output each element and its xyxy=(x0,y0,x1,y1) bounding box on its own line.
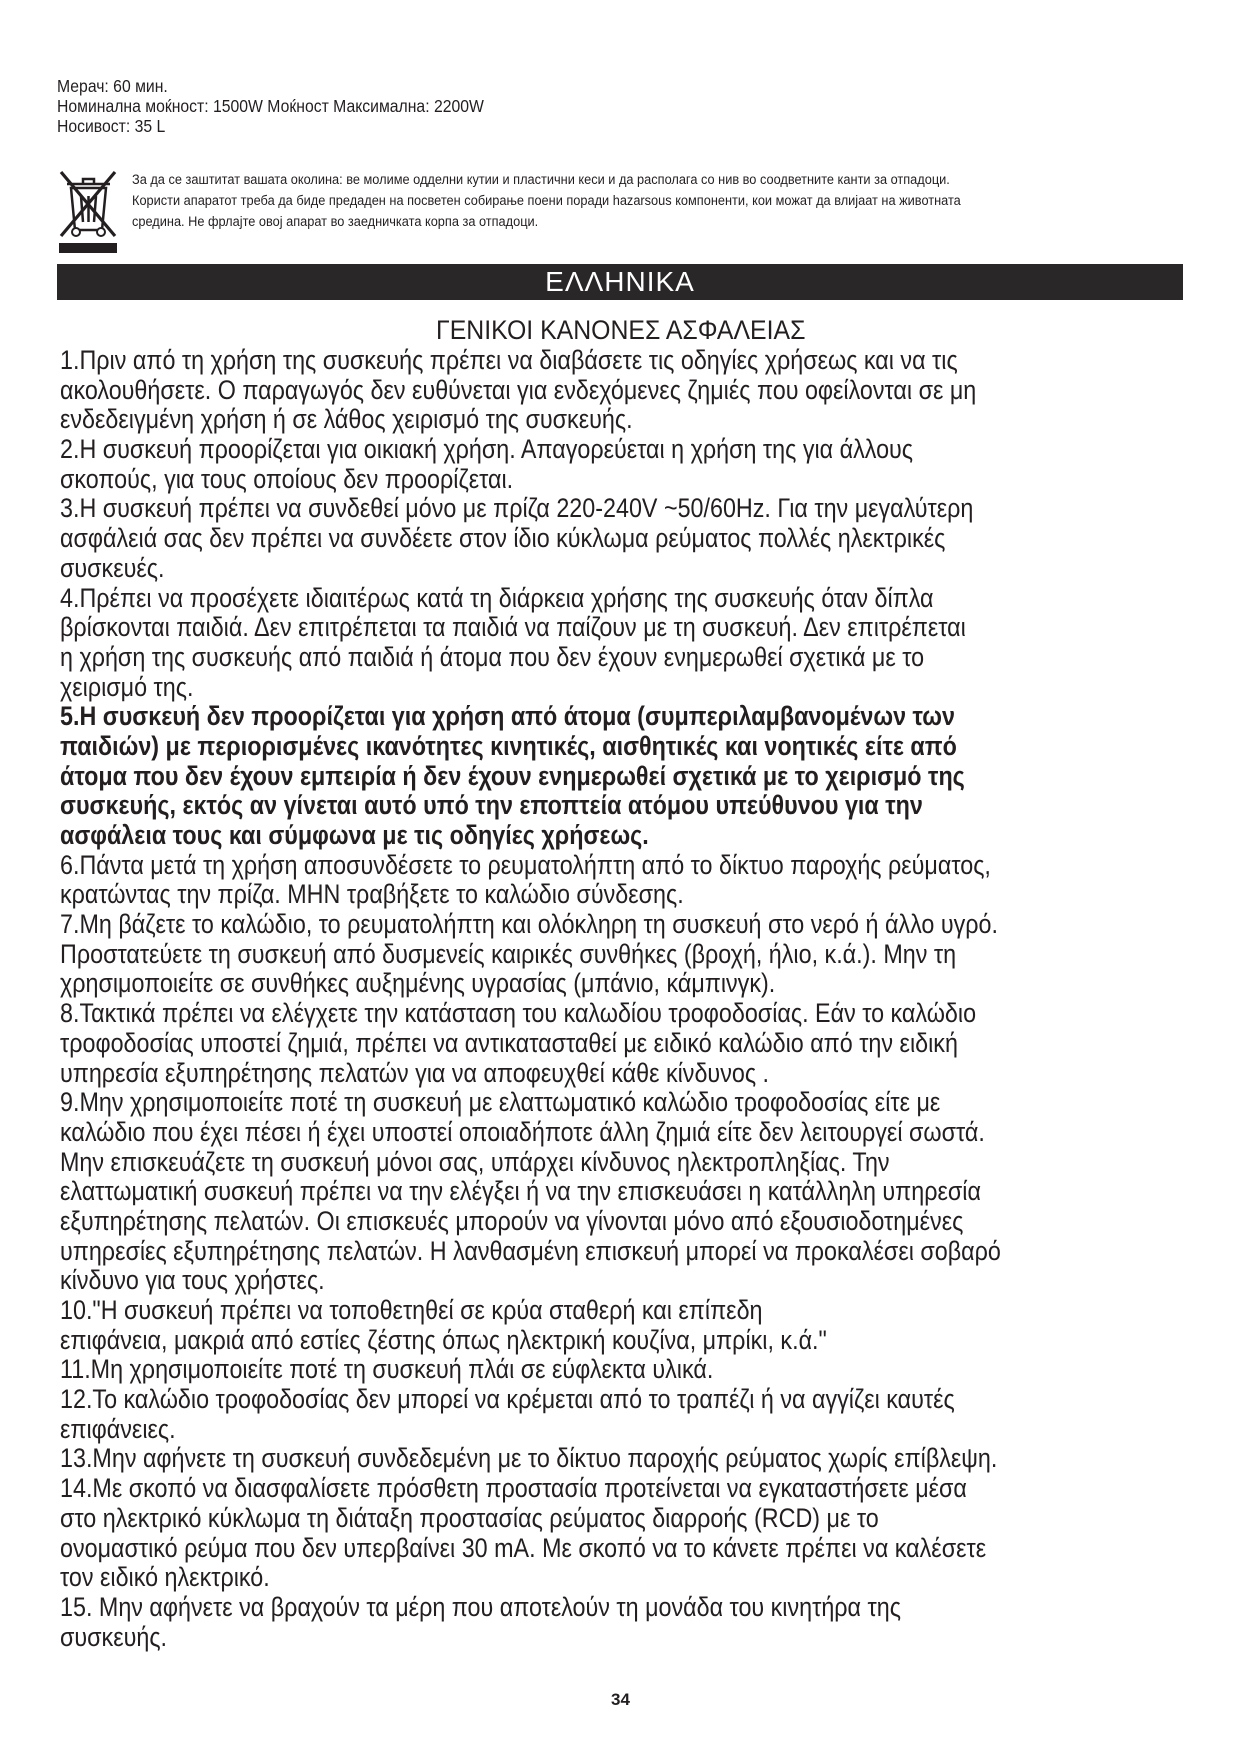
text-line: 13.Μην αφήνετε τη συσκευή συνδεδεμένη με το δίκτυο παροχής ρεύματος χωρίς επίβλεψη. xyxy=(60,1443,998,1474)
text-line: βρίσκονται παιδιά. Δεν επιτρέπεται τα παιδιά να παίζουν με τη συσκευή. Δεν επιτρέπεται xyxy=(60,612,966,643)
bold-warning-line: 5.Η συσκευή δεν προορίζεται για χρήση από άτομα (συμπεριλαμβανομένων των xyxy=(60,701,955,732)
text-line: ενδεδειγμένη χρήση ή σε λάθος χειρισμό της συσκευής. xyxy=(60,404,633,435)
text-line: 1.Πριν από τη χρήση της συσκευής πρέπει να διαβάσετε τις οδηγίες χρήσεως και να τις xyxy=(60,345,958,375)
text-line: 12.Το καλώδιο τροφοδοσίας δεν μπορεί να κρέμεται από το τραπέζι ή να αγγίζει καυτές xyxy=(60,1384,955,1415)
text-line: 15. Μην αφήνετε να βραχούν τα μέρη που αποτελούν τη μονάδα του κινητήρα της xyxy=(60,1591,901,1622)
text-line: 3.Η συσκευή πρέπει να συνδεθεί μόνο με πρίζα 220-240V ~50/60Hz. Για την μεγαλύτερη xyxy=(60,493,974,524)
text-line: χρησιμοποιείτε σε συνθήκες αυξημένης υγρασίας (μπάνιο, κάμπινγκ). xyxy=(60,968,776,999)
text-line: 8.Τακτικά πρέπει να ελέγχετε την κατάσταση του καλωδίου τροφοδοσίας. Εάν το καλώδιο xyxy=(60,998,977,1029)
text-line: 7.Μη βάζετε το καλώδιο, το ρευματολήπτη και ολόκληρη τη συσκευή στο νερό ή άλλο υγρό. xyxy=(60,909,998,940)
text-line: Μην επισκευάζετε τη συσκευή μόνοι σας, υπάρχει κίνδυνος ηλεκτροπληξίας. Την xyxy=(60,1146,890,1177)
text-line: 11.Μη χρησιμοποιείτε ποτέ τη συσκευή πλάι σε εύφλεκτα υλικά. xyxy=(60,1354,714,1385)
text-line: καλώδιο που έχει πέσει ή έχει υποστεί οποιαδήποτε άλλη ζημιά είτε δεν λειτουργεί σωστά. xyxy=(60,1116,985,1147)
specifications xyxy=(57,76,484,136)
text-line: σκοπούς, για τους οποίους δεν προορίζεται. xyxy=(60,463,514,494)
crossed-bin-icon xyxy=(57,166,120,254)
text-line: χειρισμό της. xyxy=(60,671,194,702)
text-line: υπηρεσία εξυπηρέτησης πελατών για να αποφευχθεί κάθε κίνδυνος . xyxy=(60,1057,770,1088)
weee-line: средина. Не фрлајте овој апарат во заедничката корпа за отпадоци. xyxy=(132,214,539,230)
language-heading: ΕΛΛΗΝΙΚΑ xyxy=(57,264,1183,300)
spec-timer: Мерач: 60 мин. xyxy=(57,76,168,96)
text-line: τροφοδοσίας υποστεί ζημιά, πρέπει να αντικατασταθεί με ειδικό καλώδιο από την ειδική xyxy=(60,1027,958,1058)
page-number: 34 xyxy=(611,1690,630,1709)
text-line: συσκευές. xyxy=(60,552,165,583)
text-line: 4.Πρέπει να προσέχετε ιδιαιτέρως κατά τη διάρκεια χρήσης της συσκευής όταν δίπλα xyxy=(60,582,934,613)
safety-rules-body xyxy=(60,346,1116,1652)
text-line: 9.Μην χρησιμοποιείτε ποτέ τη συσκευή με ελαττωματικό καλώδιο τροφοδοσίας είτε με xyxy=(60,1087,941,1118)
spec-capacity: Носивост: 35 L xyxy=(57,116,166,136)
weee-notice xyxy=(57,166,1187,256)
text-line: κρατώντας την πρίζα. ΜΗΝ τραβήξετε το καλώδιο σύνδεσης. xyxy=(60,879,684,910)
text-line: στο ηλεκτρικό κύκλωμα τη διάταξη προστασίας ρεύματος διαρροής (RCD) με το xyxy=(60,1502,879,1533)
section-title-text: ΓΕΝΙΚΟΙ ΚΑΝΟΝΕΣ ΑΣΦΑΛΕΙΑΣ xyxy=(435,315,806,345)
bold-warning-line: άτομα που δεν έχουν εμπειρία ή δεν έχουν ενημερωθεί σχετικά με το χειρισμό της xyxy=(60,760,965,791)
text-line: Προστατεύετε τη συσκευή από δυσμενείς καιρικές συνθήκες (βροχή, ήλιο, κ.ά.). Μην τη xyxy=(60,938,957,969)
text-line: συσκευής. xyxy=(60,1621,168,1652)
text-line: εξυπηρέτησης πελατών. Οι επισκευές μπορούν να γίνονται μόνο από εξουσιοδοτημένες xyxy=(60,1205,964,1236)
text-line: 10."Η συσκευή πρέπει να τοποθετηθεί σε κρύα σταθερή και επίπεδη xyxy=(60,1295,763,1325)
text-line: ασφάλειά σας δεν πρέπει να συνδέετε στον ίδιο κύκλωμα ρεύματος πολλές ηλεκτρικές xyxy=(60,523,946,554)
weee-text xyxy=(132,170,1122,233)
spec-power: Номинална моќност: 1500W Моќност Максимална: 2200W xyxy=(57,96,484,116)
text-line: επιφάνειες. xyxy=(60,1413,176,1444)
text-line: ονομαστικό ρεύμα που δεν υπερβαίνει 30 mA. Με σκοπό να το κάνετε πρέπει να καλέσετε xyxy=(60,1532,987,1563)
text-line: η χρήση της συσκευής από παιδιά ή άτομα που δεν έχουν ενημερωθεί σχετικά με το xyxy=(60,641,925,672)
bold-warning-line: παιδιών) με περιορισμένες ικανότητες κινητικές, αισθητικές και νοητικές είτε από xyxy=(60,730,957,761)
text-line: 14.Με σκοπό να διασφαλίσετε πρόσθετη προστασία προτείνεται να εγκαταστήσετε μέσα xyxy=(60,1473,967,1504)
text-line: κίνδυνο για τους χρήστες. xyxy=(60,1265,325,1296)
weee-line: За да се заштитат вашата околина: ве молиме одделни кутии и пластични кеси и да располага со нив во соодветните канти за отпадоци. xyxy=(132,172,950,188)
section-title xyxy=(0,314,1241,346)
text-line: 6.Πάντα μετά τη χρήση αποσυνδέσετε το ρευματολήπτη από το δίκτυο παροχής ρεύματος, xyxy=(60,849,991,880)
text-line: επιφάνεια, μακριά από εστίες ζέστης όπως ηλεκτρική κουζίνα, μπρίκι, κ.ά." xyxy=(60,1324,827,1355)
bold-warning-line: ασφάλεια τους και σύμφωνα με τις οδηγίες χρήσεως. xyxy=(60,820,649,850)
text-line: τον ειδικό ηλεκτρικό. xyxy=(60,1562,270,1593)
text-line: ελαττωματική συσκευή πρέπει να την ελέγξει ή να την επισκευάσει η κατάλληλη υπηρεσία xyxy=(60,1176,981,1207)
bold-warning-line: συσκευής, εκτός αν γίνεται αυτό υπό την εποπτεία ατόμου υπεύθυνου για την xyxy=(60,790,923,821)
text-line: υπηρεσίες εξυπηρέτησης πελατών. Η λανθασμένη επισκευή μπορεί να προκαλέσει σοβαρό xyxy=(60,1235,1001,1266)
text-line: 2.Η συσκευή προορίζεται για οικιακή χρήση. Απαγορεύεται η χρήση της για άλλους xyxy=(60,434,914,465)
weee-line: Користи апаратот треба да биде предаден на посветен собирање поени поради hazarsous компоненти, кои можат да влијаат на животната xyxy=(132,193,961,209)
text-line: ακολουθήσετε. Ο παραγωγός δεν ευθύνεται για ενδεχόμενες ζημιές που οφείλονται σε μη xyxy=(60,374,977,405)
